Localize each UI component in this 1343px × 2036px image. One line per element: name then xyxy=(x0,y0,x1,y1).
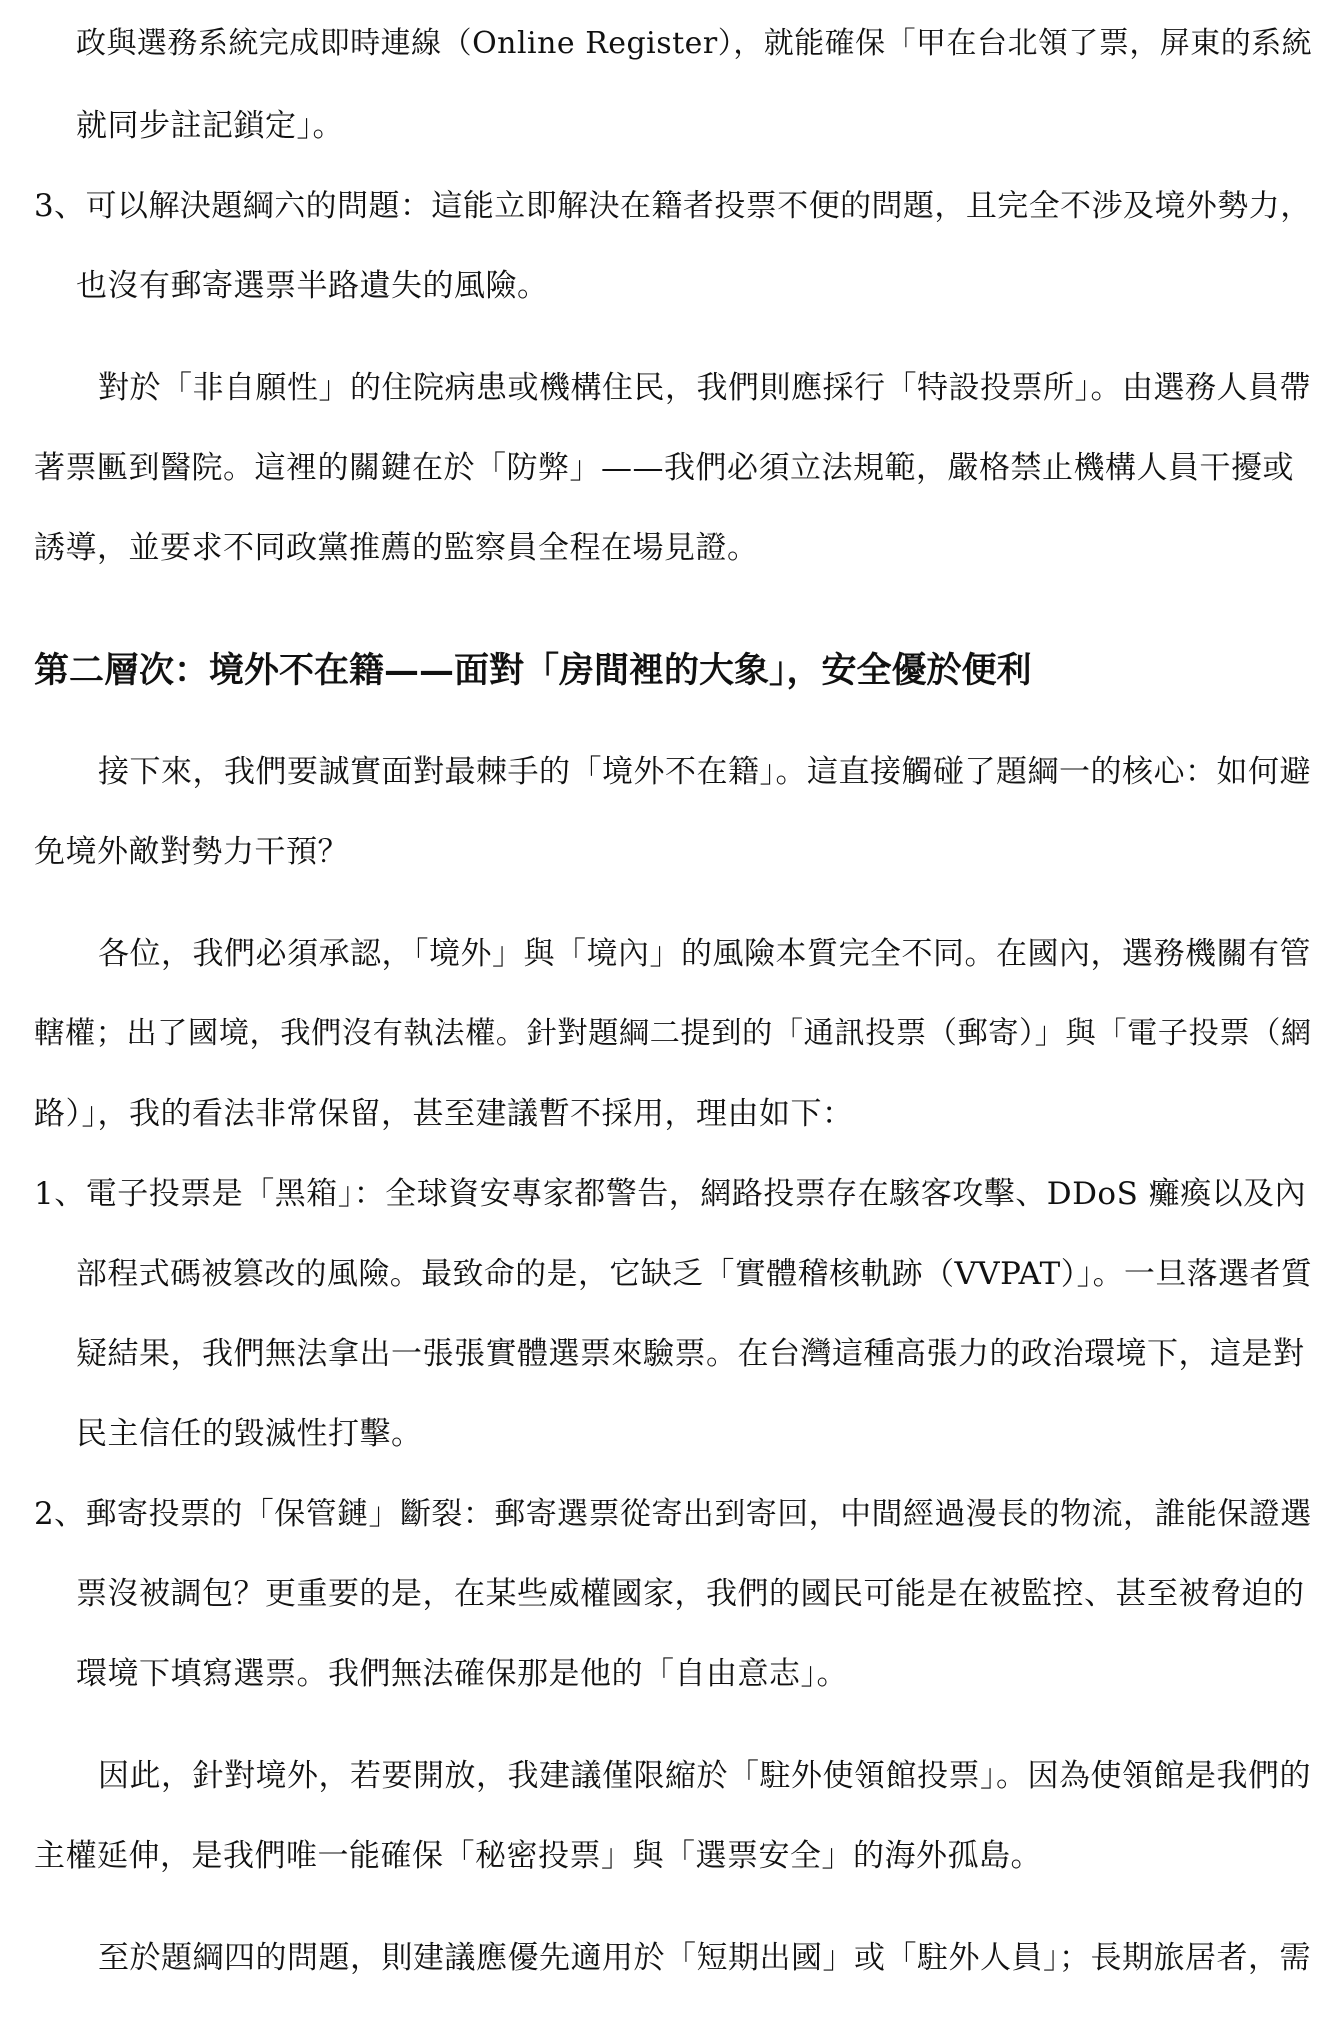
paragraph-first-line: 至於題綱四的問題，則建議應優先適用於「短期出國」或「駐外人員」；長期旅居者，需 xyxy=(98,1940,1311,1976)
list-item-1: 1、電子投票是「黑箱」：全球資安專家都警告，網路投票存在駭客攻擊、DDoS 癱瘓以及內 xyxy=(34,1176,1307,1212)
text-line: 著票匭到醫院。這裡的關鍵在於「防弊」——我們必須立法規範，嚴格禁止機構人員干擾或 xyxy=(34,450,1294,486)
list-item-2: 2、郵寄投票的「保管鏈」斷裂：郵寄選票從寄出到寄回，中間經過漫長的物流，誰能保證選 xyxy=(34,1496,1312,1532)
text-line: 政與選務系統完成即時連線（Online Register），就能確保「甲在台北領了票，屏東的系統 xyxy=(76,26,1313,61)
text-line: 部程式碼被篡改的風險。最致命的是，它缺乏「實體稽核軌跡（VVPAT）」。一旦落選者質 xyxy=(76,1256,1313,1292)
text-line: 環境下填寫選票。我們無法確保那是他的「自由意志」。 xyxy=(76,1656,848,1692)
text-line: 疑結果，我們無法拿出一張張實體選票來驗票。在台灣這種高張力的政治環境下，這是對 xyxy=(76,1336,1305,1372)
text-line: 也沒有郵寄選票半路遺失的風險。 xyxy=(76,268,549,304)
text-line: 免境外敵對勢力干預？ xyxy=(34,834,349,870)
text-line: 路）」，我的看法非常保留，甚至建議暫不採用，理由如下： xyxy=(34,1096,854,1132)
section-heading: 第二層次：境外不在籍——面對「房間裡的大象」，安全優於便利 xyxy=(34,650,1032,691)
list-item-3: 3、可以解決題綱六的問題：這能立即解決在籍者投票不便的問題，且完全不涉及境外勢力， xyxy=(34,188,1312,224)
text-line: 誘導，並要求不同政黨推薦的監察員全程在場見證。 xyxy=(34,530,759,566)
text-line: 主權延伸，是我們唯一能確保「秘密投票」與「選票安全」的海外孤島。 xyxy=(34,1838,1042,1874)
paragraph-first-line: 因此，針對境外，若要開放，我建議僅限縮於「駐外使領館投票」。因為使領館是我們的 xyxy=(98,1758,1311,1794)
paragraph-first-line: 接下來，我們要誠實面對最棘手的「境外不在籍」。這直接觸碰了題綱一的核心：如何避 xyxy=(98,754,1311,790)
text-line: 民主信任的毀滅性打擊。 xyxy=(76,1416,423,1452)
paragraph-first-line: 對於「非自願性」的住院病患或機構住民，我們則應採行「特設投票所」。由選務人員帶 xyxy=(98,370,1311,406)
text-line: 票沒被調包？更重要的是，在某些威權國家，我們的國民可能是在被監控、甚至被脅迫的 xyxy=(76,1576,1305,1612)
text-line: 就同步註記鎖定」。 xyxy=(76,108,344,144)
text-line: 轄權；出了國境，我們沒有執法權。針對題綱二提到的「通訊投票（郵寄）」與「電子投票（網 xyxy=(34,1016,1312,1051)
paragraph-first-line: 各位，我們必須承認，「境外」與「境內」的風險本質完全不同。在國內，選務機關有管 xyxy=(98,936,1311,972)
